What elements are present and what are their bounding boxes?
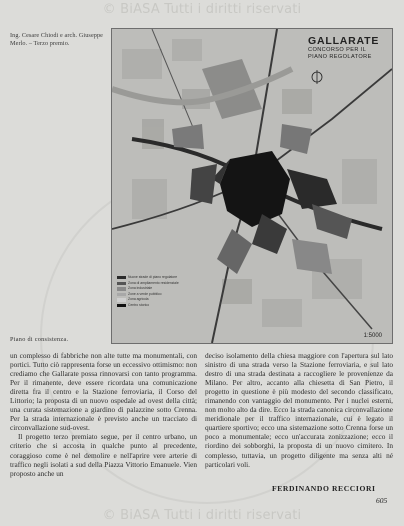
legend-swatch: [117, 282, 126, 285]
legend-label: Centro storico: [128, 302, 150, 307]
legend-label: Nuove strade di piano regolatore: [128, 275, 178, 279]
legend-swatch: [117, 298, 126, 301]
legend-label: Zona industriale: [128, 286, 153, 291]
legend-label: Zone a verde pubblico: [128, 291, 162, 296]
legend-label: Zona agricola: [128, 297, 149, 302]
paragraph: Il progetto terzo premiato segue, per il centro urbano, un criterio che si accosta in qualche punto al precedente, coraggioso come è nel demolire e nell'aprire vere arterie di traffico negli isolati a sud della Piazza Vittorio Emanuele. Vien proposto anche un: [10, 432, 197, 478]
legend-item: [117, 303, 217, 309]
watermark-top: © BiASA Tutti i diritti riservati: [102, 2, 302, 17]
map-scale: 1:5000: [363, 333, 382, 339]
map-title-block: [308, 35, 388, 60]
legend-swatch: [117, 276, 126, 279]
article-column-left: [10, 351, 197, 478]
map-subtitle-1: CONCORSO PER IL: [308, 47, 367, 53]
page-number: 605: [376, 496, 388, 505]
map-caption: Piano di consistenza.: [10, 336, 69, 343]
plan-authors-caption: Ing. Cesare Chiodi e arch. Giuseppe Merlo. – Terzo premio.: [10, 32, 104, 48]
legend-label: Zona di ampliamento residenziale: [128, 280, 179, 285]
legend-swatch: [117, 287, 126, 290]
legend-swatch: [117, 293, 126, 296]
map-legend: [117, 275, 217, 309]
paragraph: un complesso di fabbriche non alte tutte ma monumentali, con portici. Tutto ciò rappresenta forse un eccessivo ottimismo: non crediamo che Gallarate possa rinnovarsi con tanto programma. Per il rimanente, deve essere ricordata una comunicazione diretta fra il centro e la Stazione ferroviaria, il Corso del Littorio; la proposta di un nuovo ospedale ad ovest della città; una curata sistemazione a giardino di palazzine sotto Crenna. Per la strada internazionale è previsto anche un tracciato di circonvallazione sud-ovest.: [10, 351, 197, 433]
author-signature: FERDINANDO RECCIORI: [272, 484, 376, 493]
legend-swatch: [117, 304, 126, 307]
article-column-right: [205, 351, 393, 469]
map-subtitle-2: PIANO REGOLATORE: [308, 53, 372, 60]
paragraph: deciso isolamento della chiesa maggiore con l'apertura sul lato sinistro di una strada verso la Stazione ferroviaria, e sul lato destro di una strada destinata a raccogliere le provenienze da Milano. Per altro, accanto alla chiesetta di San Pietro, il progetto in questione è più modesto del secondo classificato, rimanendo con vantaggio del monumento. Per i nuclei esterni, non molto alto da dire. Ecco la strada canonica circonvallazione meridionale per il traffico internazionale, cui è legato il quartiere sportivo; ecco una sistemazione sotto Crenna forse un poco a monumentale; ecco un'accurata zonizzazione; ecco il riordino dei sobborghi, la proposta di un nuovo cimitero. In complesso, tuttavia, un progetto diligente ma senza alti né particolari voli.: [205, 351, 393, 469]
watermark-bottom: © BiASA Tutti i diritti riservati: [102, 508, 302, 523]
town-plan-map: [111, 28, 393, 344]
map-title: GALLARATE: [308, 35, 380, 47]
